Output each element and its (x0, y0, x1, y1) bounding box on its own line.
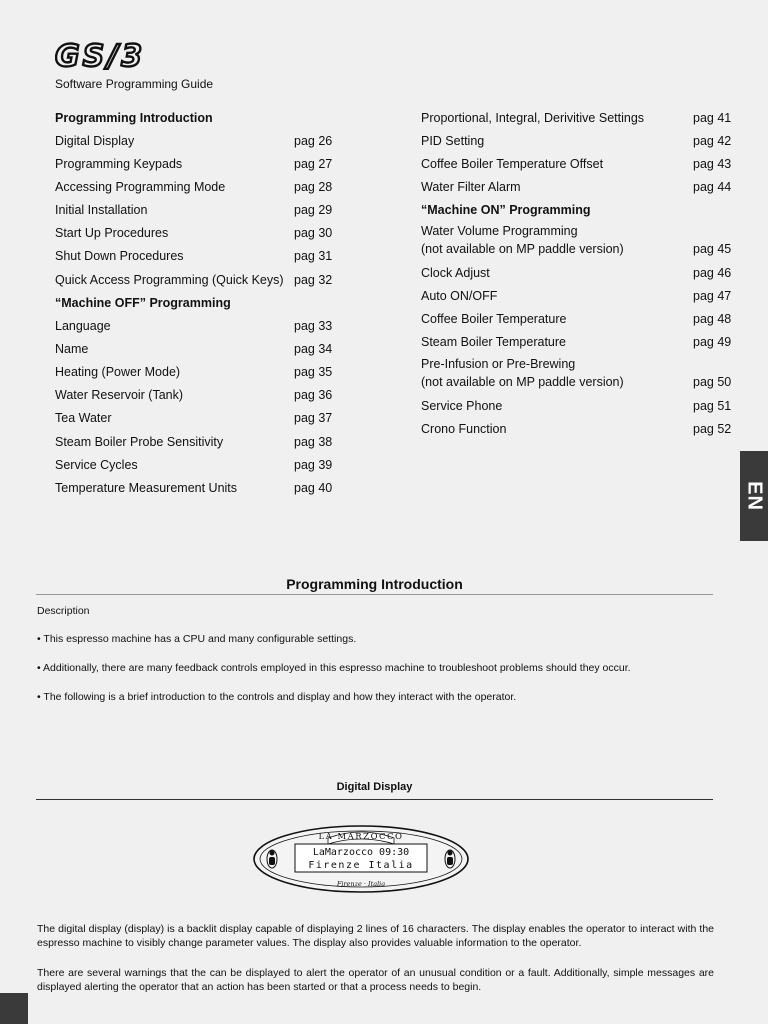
toc-entry-page: pag 41 (693, 111, 732, 125)
toc-entry-page: pag 51 (693, 399, 732, 413)
bullet-item: • The following is a brief introduction to the controls and display and how they interact with the operator. (37, 691, 517, 703)
section-title-digital-display: Digital Display (336, 781, 413, 793)
toc-entry-title: Quick Access Programming (Quick Keys) (55, 273, 284, 287)
toc-entry-title: Start Up Procedures (55, 226, 169, 240)
toc-entry[interactable] (421, 332, 741, 352)
toc-entry-page: pag 44 (693, 180, 732, 194)
toc-entry-page: pag 37 (294, 411, 333, 425)
toc-entry-title: Heating (Power Mode) (55, 365, 181, 379)
toc-entry[interactable] (421, 355, 741, 391)
toc-entry-title: Accessing Programming Mode (55, 180, 226, 194)
page-corner-marker (0, 993, 28, 1024)
toc-entry-title: Water Volume Programming (not available on MP paddle version) (421, 224, 624, 256)
toc-entry-title: Auto ON/OFF (421, 289, 498, 303)
digital-display-illustration (252, 824, 470, 894)
toc-entry-title: Steam Boiler Temperature (421, 335, 566, 349)
toc-entry[interactable] (55, 270, 345, 290)
section-divider (36, 594, 713, 595)
display-description-paragraph: The digital display (display) is a backlit display capable of displaying 2 lines of 16 characters. The display enables the operator to interact with the espresso machine to visibly change parameter values. The display also provides valuable information to the operator. (37, 923, 714, 949)
toc-section-heading (421, 200, 741, 220)
language-tab[interactable] (740, 451, 768, 541)
display-line-1: LaMarzocco 09:30 (312, 847, 410, 858)
toc-entry-page: pag 49 (693, 335, 732, 349)
toc-entry-page: pag 40 (294, 481, 333, 495)
bullet-item: • Additionally, there are many feedback controls employed in this espresso machine to troubleshoot problems should they occur. (37, 662, 631, 674)
toc-entry-title: “Machine OFF” Programming (55, 296, 231, 310)
toc-entry-title: Water Reservoir (Tank) (55, 388, 184, 402)
toc-entry-title: Shut Down Procedures (55, 249, 184, 263)
toc-entry[interactable] (55, 246, 345, 266)
display-warnings-paragraph: There are several warnings that the can be displayed to alert the operator of an unusual condition or a fault. Additionally, simple messages are displayed alerting the operator that an action has been started or that a process needs to begin. (37, 967, 714, 993)
section-divider (36, 799, 713, 800)
toc-entry-title: Coffee Boiler Temperature Offset (421, 157, 604, 171)
toc-entry-page: pag 42 (693, 134, 732, 148)
language-tab-label: EN (743, 481, 766, 511)
toc-entry-title: Clock Adjust (421, 266, 490, 280)
toc-entry[interactable] (421, 108, 741, 128)
toc-entry-page: pag 29 (294, 203, 333, 217)
display-footer: Firenze · Italia (336, 880, 386, 888)
toc-entry-page: pag 33 (294, 319, 333, 333)
display-brand: LA·MARZOCCO (318, 832, 404, 842)
toc-entry-title: Tea Water (55, 411, 112, 425)
toc-entry-page: pag 45 (693, 242, 732, 256)
toc-entry[interactable] (55, 432, 345, 452)
toc-entry-title: Steam Boiler Probe Sensitivity (55, 435, 224, 449)
toc-entry-page: pag 35 (294, 365, 333, 379)
display-line-2: Firenze Italia (308, 860, 414, 871)
toc-entry[interactable] (421, 131, 741, 151)
toc-entry-title: Language (55, 319, 111, 333)
toc-entry[interactable] (55, 455, 345, 475)
toc-entry[interactable] (55, 385, 345, 405)
toc-section-heading (55, 108, 345, 128)
toc-entry-page: pag 52 (693, 422, 732, 436)
toc-entry-page: pag 28 (294, 180, 333, 194)
toc-entry-title: Name (55, 342, 89, 356)
toc-entry-page: pag 39 (294, 458, 333, 472)
toc-entry[interactable] (421, 154, 741, 174)
toc-entry-title: PID Setting (421, 134, 485, 148)
toc-entry-title: Service Cycles (55, 458, 138, 472)
toc-entry-page: pag 31 (294, 249, 333, 263)
toc-entry[interactable] (421, 286, 741, 306)
toc-entry-page: pag 48 (693, 312, 732, 326)
toc-entry-page: pag 36 (294, 388, 333, 402)
toc-entry-page: pag 43 (693, 157, 732, 171)
toc-entry[interactable] (55, 154, 345, 174)
toc-entry-page: pag 38 (294, 435, 333, 449)
toc-entry-title: Water Filter Alarm (421, 180, 521, 194)
toc-entry-title: Initial Installation (55, 203, 148, 217)
description-label: Description (37, 605, 90, 617)
toc-entry-title: Digital Display (55, 134, 135, 148)
toc-entry-title: Pre-Infusion or Pre-Brewing (not available on MP paddle version) (421, 357, 624, 389)
toc-section-heading (55, 293, 345, 313)
toc-entry-page: pag 30 (294, 226, 333, 240)
toc-entry[interactable] (55, 339, 345, 359)
toc-entry[interactable] (55, 316, 345, 336)
svg-text:GS/3: GS/3 (55, 40, 146, 70)
toc-entry[interactable] (421, 177, 741, 197)
toc-entry[interactable] (55, 408, 345, 428)
toc-entry-title: Coffee Boiler Temperature (421, 312, 567, 326)
toc-entry[interactable] (421, 396, 741, 416)
toc-entry[interactable] (421, 222, 741, 258)
toc-entry[interactable] (55, 200, 345, 220)
toc-entry-title: Temperature Measurement Units (55, 481, 238, 495)
toc-entry-title: “Machine ON” Programming (421, 203, 591, 217)
toc-entry-page: pag 27 (294, 157, 333, 171)
toc-entry-page: pag 47 (693, 289, 732, 303)
toc-entry-title: Crono Function (421, 422, 507, 436)
toc-entry-title: Service Phone (421, 399, 503, 413)
toc-entry-page: pag 46 (693, 266, 732, 280)
toc-entry-page: pag 26 (294, 134, 333, 148)
section-title-programming-introduction: Programming Introduction (286, 576, 463, 592)
toc-entry[interactable] (421, 309, 741, 329)
toc-entry[interactable] (55, 131, 345, 151)
toc-entry-title: Programming Keypads (55, 157, 183, 171)
bullet-item: • This espresso machine has a CPU and many configurable settings. (37, 633, 357, 645)
toc-entry-title: Programming Introduction (55, 111, 213, 125)
gs3-logo (55, 40, 195, 70)
toc-entry-page: pag 50 (693, 375, 732, 389)
toc-entry-title: Proportional, Integral, Derivitive Settings (421, 111, 645, 125)
toc-entry-page: pag 34 (294, 342, 333, 356)
toc-entry[interactable] (421, 419, 741, 439)
toc-entry[interactable] (421, 263, 741, 283)
toc-entry[interactable] (55, 362, 345, 382)
document-subtitle: Software Programming Guide (55, 77, 214, 91)
toc-entry[interactable] (55, 177, 345, 197)
toc-entry[interactable] (55, 223, 345, 243)
toc-entry-page: pag 32 (294, 273, 333, 287)
toc-entry[interactable] (55, 478, 345, 498)
